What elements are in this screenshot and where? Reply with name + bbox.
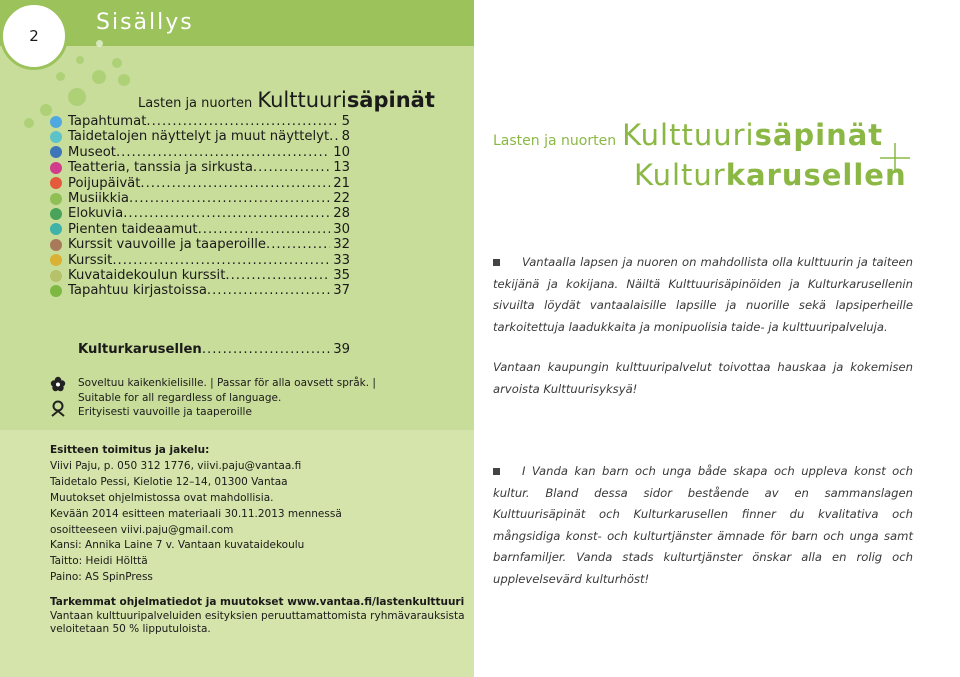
toc-label: Tapahtumat [68,114,147,129]
category-dot-icon [50,116,62,128]
toc-page: 37 [333,283,350,299]
toc-leader [225,268,330,283]
imprint: Esitteen toimitus ja jakelu: Viivi Paju, p. 050 312 1776, viivi.paju@vantaa.fi Taidetalo Pessi, Kielotie 12–14, 01300 Vantaa Muutokset ohjelmistossa ovat mahdollisia. Kevään 2014 esitteen materiaali 30.11.2013 mennessä osoitteeseen viivi.paju@gmail.com Kansi: Annika Laine 7 v. Vantaan kuvataidekoulu Taitto: Heidi Hölttä Paino: AS SpinPress [50,444,342,584]
more-info: Tarkemmat ohjelmatiedot ja muutokset www.vantaa.fi/lastenkulttuuri Vantaan kulttuuripalveluiden esityksien peruuttamattomista ryhmävarauksista veloitetaan 50 % lipputuloista. [50,596,465,635]
plus-icon [880,143,910,173]
flower-icon [50,376,66,392]
toc-label: Teatteria, tanssia ja sirkusta [68,160,253,176]
toc-row[interactable] [60,129,350,144]
category-dot-icon [50,285,62,297]
toc-leader [112,253,330,268]
baby-icon [50,400,66,418]
category-dot-icon [50,239,62,251]
toc-leader [198,222,331,237]
toc-label: Poijupäivät [68,175,141,191]
toc-label: Musiikkia [68,190,129,206]
toc-label: Kuvataidekoulun kurssit [68,267,226,283]
toc-label: Pienten taideaamut [68,221,198,237]
toc-leader [140,176,330,191]
left-page [0,0,474,677]
header-bar [0,0,474,46]
toc-label: Kurssit [68,252,113,268]
toc-row[interactable] [60,145,350,160]
greeting-paragraph-fi: Vantaan kaupungin kulttuuripalvelut toivottaa hauskaa ja kokemisen arvoista Kulttuurisyksyä! [493,360,913,396]
toc-page: 33 [333,252,350,268]
toc-label: Tapahtuu kirjastoissa [68,283,207,299]
toc-leader [116,145,330,160]
toc-row[interactable] [60,114,350,129]
category-dot-icon [50,162,62,174]
category-dot-icon [50,131,62,143]
intro-paragraph-sv: I Vanda kan barn och unga både skapa och uppleva konst och kultur. Bland dessa sidor bestående av en sammanslagen Kulttuurisäpinät och Kulturkarusellen finner du kvalitativa och mångsidiga konst- och kulturtjänster ämnade för barn och unga samt barnfamiljer. Vanda stads kulturtjänster önskar alla en rolig och upplevelsevärd kulturhöst! [493,464,913,586]
toc-label: Museot [68,144,116,160]
contents-subtitle: Lasten ja nuorten Kulttuurisäpinät [138,88,435,112]
intro-paragraph-fi: Vantaalla lapsen ja nuoren on mahdollista olla kulttuurin ja taiteen tekijänä ja kokijana. Näiltä Kulttuurisäpinöiden ja Kulturkarusellenin sivuilta löydät vantaalaisille lapsille ja nuorille sekä lapsiperheille tarkoitettuja laadukkaita ja monipuolisia taide- ja kulttuuripalveluja. [493,255,913,334]
bullet-icon [493,259,500,266]
toc-leader [329,129,338,144]
toc-row[interactable] [60,268,350,283]
toc-leader [253,160,330,175]
toc-page: 22 [333,190,350,206]
toc-row[interactable] [60,237,350,252]
category-dot-icon [50,146,62,158]
table-of-contents [60,114,350,299]
toc-page: 35 [333,267,350,283]
toc-page: 28 [333,206,350,222]
legend-icons [50,376,66,418]
toc-page: 10 [333,144,350,160]
toc-leader [123,206,330,221]
toc-page: 8 [341,129,350,145]
category-dot-icon [50,270,62,282]
category-dot-icon [50,254,62,266]
toc-row-kulturkarusellen[interactable]: Kulturkarusellen ..... 39 [78,342,350,357]
toc-page: 30 [333,221,350,237]
toc-row[interactable] [60,222,350,237]
toc-leader [129,191,330,206]
toc-label: Taidetalojen näyttelyt ja muut näyttelyt [68,129,330,145]
bullet-icon [493,468,500,475]
toc-label: Kurssit vauvoille ja taaperoille [68,237,267,253]
toc-row[interactable] [60,191,350,206]
toc-row[interactable] [60,176,350,191]
category-dot-icon [50,223,62,235]
toc-label: Elokuvia [68,206,124,222]
category-dot-icon [50,208,62,220]
toc-row[interactable] [60,283,350,298]
toc-leader [207,283,330,298]
section-title: Sisällys [96,10,194,35]
page-number: 2 [0,2,68,70]
toc-leader [266,237,330,252]
category-dot-icon [50,177,62,189]
toc-leader [146,114,338,129]
right-title: Lasten ja nuorten Kulttuurisäpinät Kulturkarusellen [493,118,907,192]
toc-page: 13 [333,160,350,176]
category-dot-icon [50,193,62,205]
toc-row[interactable] [60,206,350,221]
toc-page: 21 [333,175,350,191]
toc-row[interactable] [60,253,350,268]
legend-text: Soveltuu kaikenkielisille. | Passar för alla oavsett språk. | Suitable for all regardless of language. Erityisesti vauvoille ja taaperoille [78,377,376,418]
toc-page: 32 [333,237,350,253]
toc-page: 5 [341,114,350,129]
toc-row[interactable] [60,160,350,175]
